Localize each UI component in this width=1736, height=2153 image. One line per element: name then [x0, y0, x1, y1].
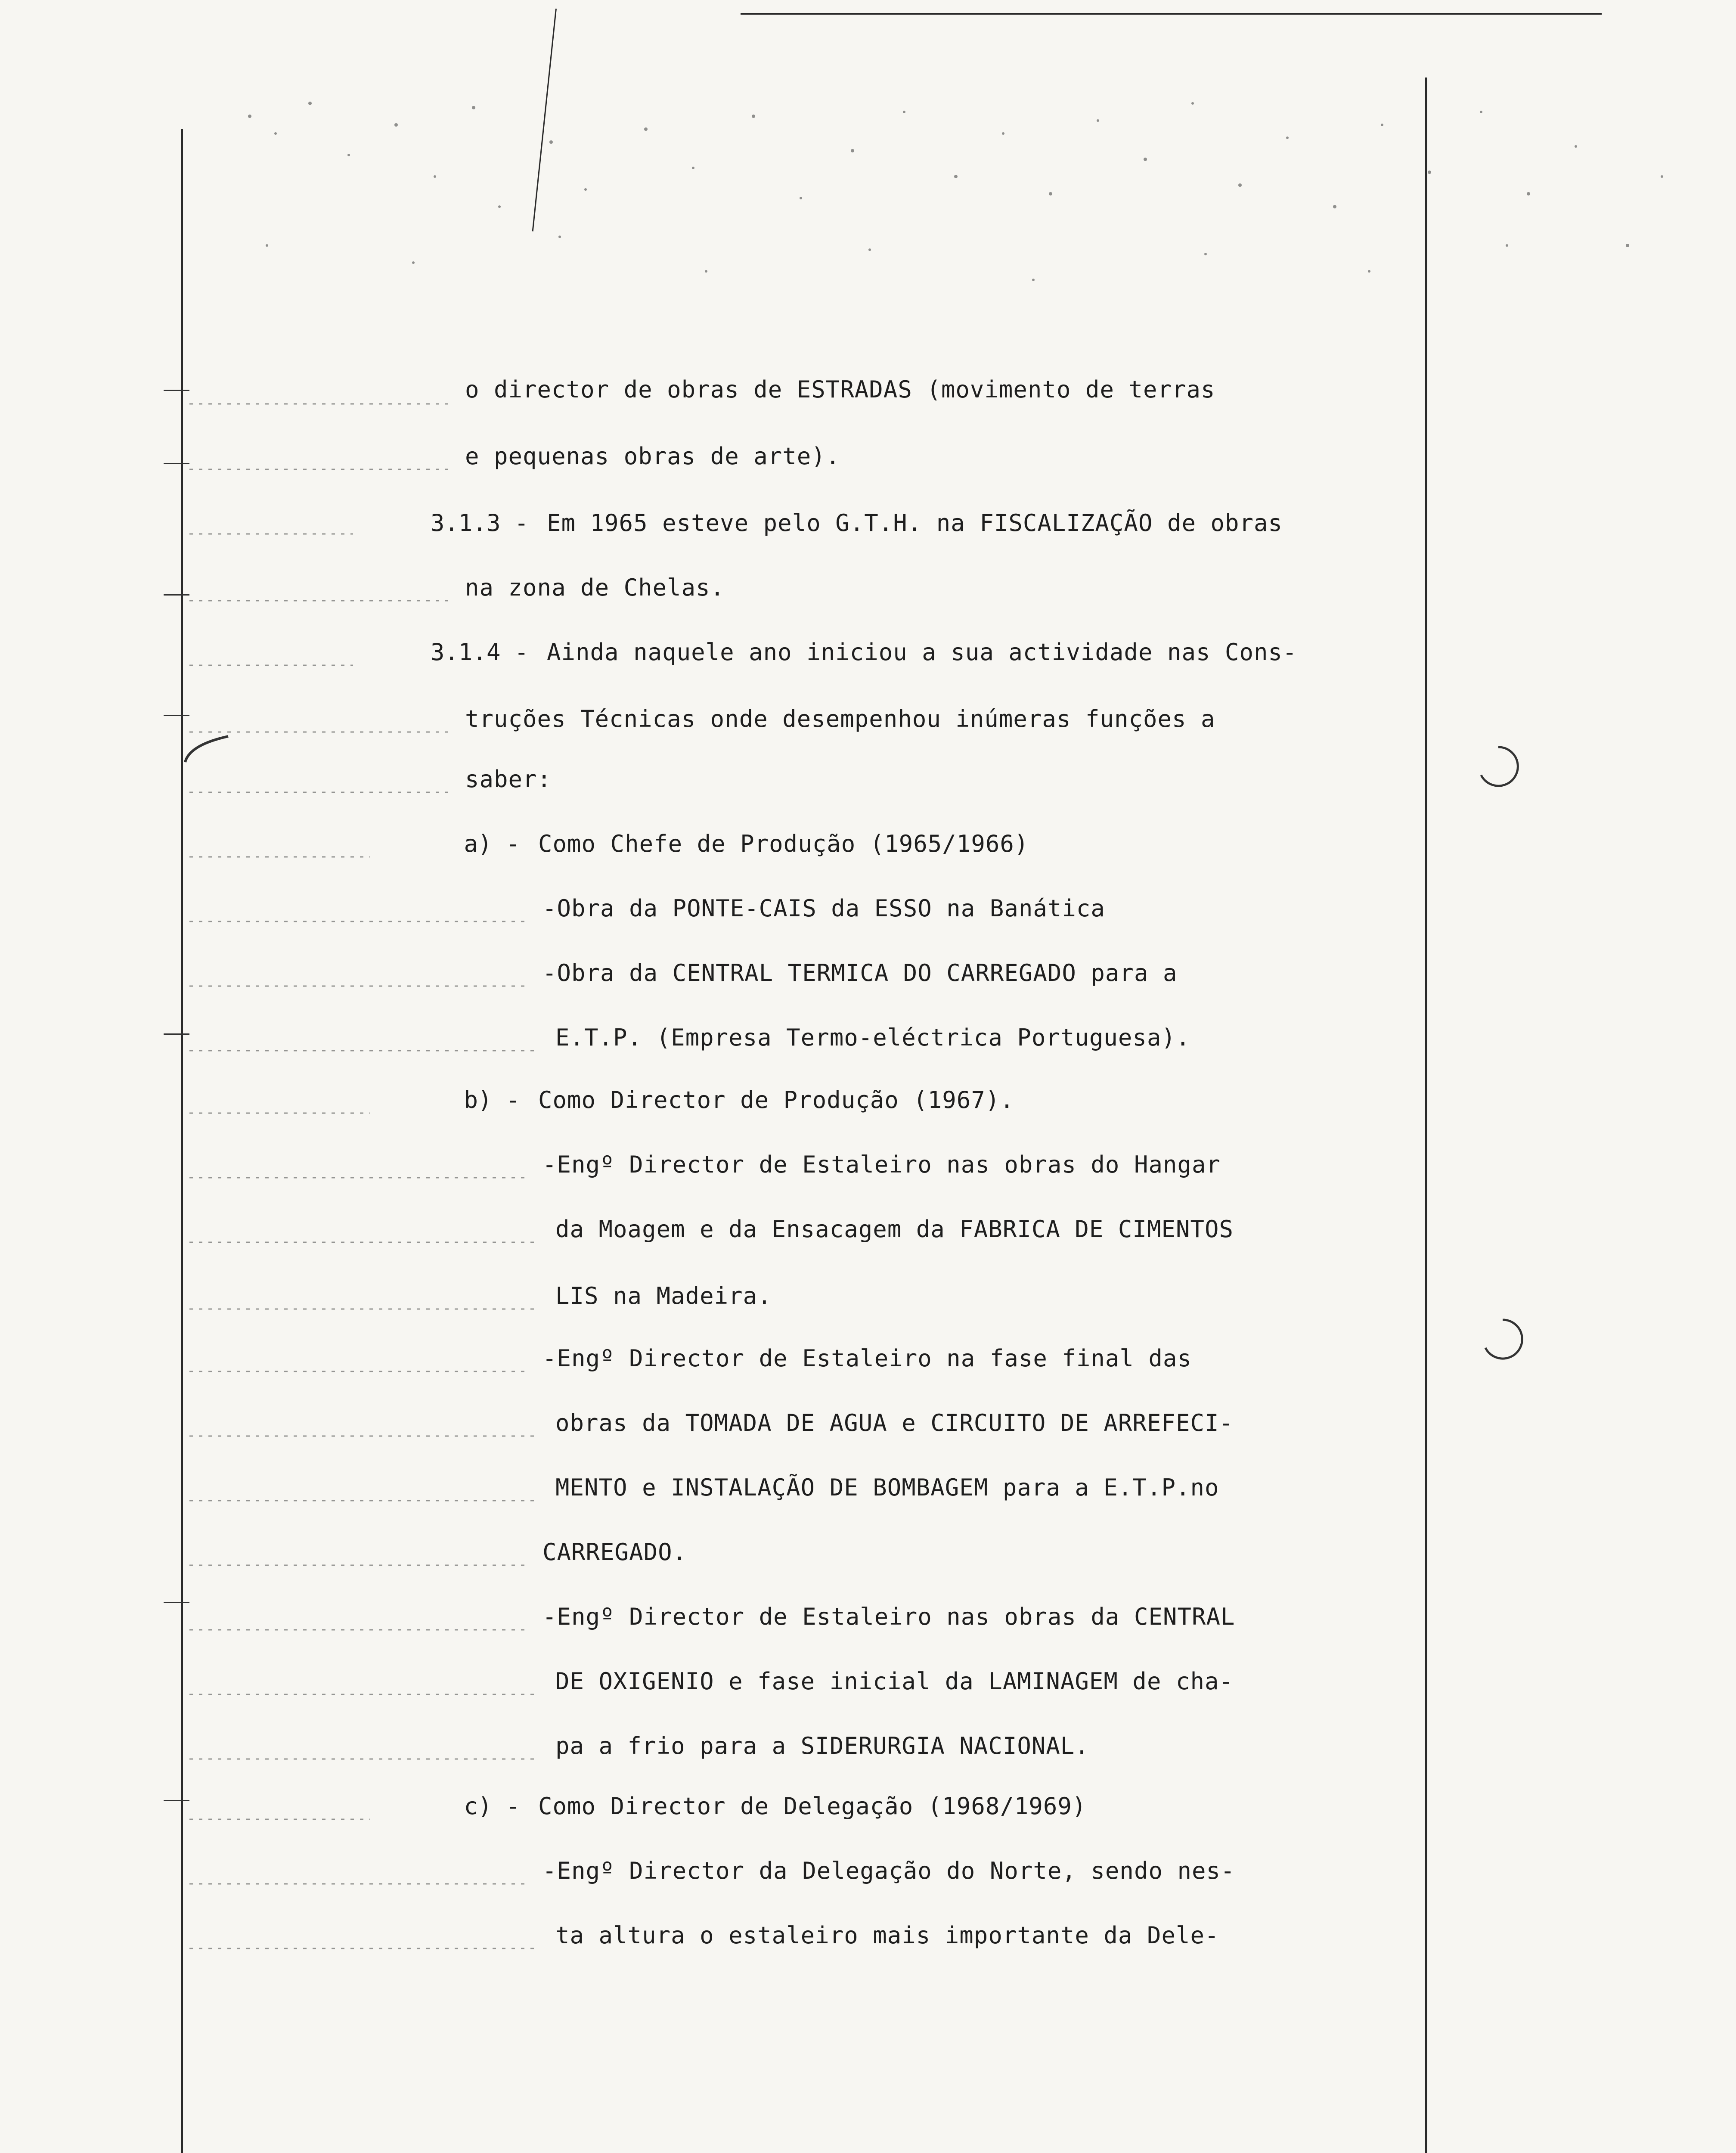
- left-margin-rule: [181, 129, 183, 2153]
- text-line: -Obra da CENTRAL TERMICA DO CARREGADO para a: [542, 959, 1178, 987]
- text-line: -Engº Director de Estaleiro na fase final das: [542, 1345, 1192, 1372]
- dotted-underlines: [189, 400, 1438, 1994]
- text-line: ta altura o estaleiro mais importante da Dele-: [555, 1922, 1219, 1949]
- text-line: obras da TOMADA DE AGUA e CIRCUITO DE ARREFECI-: [555, 1409, 1234, 1436]
- text-line: -Engº Director de Estaleiro nas obras da CENTRAL: [542, 1603, 1235, 1630]
- text-line: CARREGADO.: [542, 1539, 687, 1566]
- text-line: na zona de Chelas.: [465, 574, 725, 601]
- text-line: DE OXIGENIO e fase inicial da LAMINAGEM de cha-: [555, 1668, 1234, 1695]
- text-line: Como Director de Delegação (1968/1969): [538, 1793, 1087, 1820]
- line-number: b) -: [464, 1086, 534, 1114]
- margin-dash: [164, 715, 189, 716]
- text-line: -Engº Director da Delegação do Norte, sendo nes-: [542, 1857, 1235, 1884]
- text-line: truções Técnicas onde desempenhou inúmeras funções a: [465, 705, 1215, 732]
- text-line: Em 1965 esteve pelo G.T.H. na FISCALIZAÇÃO de obras: [547, 509, 1283, 537]
- text-line: Como Chefe de Produção (1965/1966): [538, 830, 1029, 857]
- text-line: pa a frio para a SIDERURGIA NACIONAL.: [555, 1732, 1089, 1759]
- text-line: Como Director de Produção (1967).: [538, 1086, 1014, 1114]
- text-line: LIS na Madeira.: [555, 1282, 772, 1309]
- margin-dash: [164, 1602, 189, 1603]
- text-line: e pequenas obras de arte).: [465, 443, 840, 470]
- margin-dash: [164, 594, 189, 596]
- text-line: E.T.P. (Empresa Termo-eléctrica Portuguesa).: [555, 1024, 1190, 1051]
- margin-dash: [164, 1033, 189, 1035]
- text-line: MENTO e INSTALAÇÃO DE BOMBAGEM para a E.T.P.no: [555, 1474, 1219, 1501]
- photocopy-noise: [172, 65, 1722, 366]
- line-number: a) -: [464, 830, 534, 857]
- margin-circle-icon: [1477, 1313, 1528, 1365]
- margin-dash: [164, 463, 189, 464]
- top-rule: [741, 13, 1602, 15]
- text-line: da Moagem e da Ensacagem da FABRICA DE CIMENTOS: [555, 1216, 1234, 1243]
- margin-circle-icon: [1472, 741, 1524, 792]
- text-line: -Engº Director de Estaleiro nas obras do Hangar: [542, 1151, 1221, 1178]
- line-number: 3.1.3 -: [430, 509, 542, 537]
- margin-dash: [164, 390, 189, 391]
- text-line: saber:: [465, 766, 552, 793]
- text-line: Ainda naquele ano iniciou a sua actividade nas Cons-: [547, 639, 1297, 666]
- line-number: c) -: [464, 1793, 534, 1820]
- line-number: 3.1.4 -: [430, 639, 542, 666]
- text-line: o director de obras de ESTRADAS (movimento de terras: [465, 376, 1215, 403]
- text-line: -Obra da PONTE-CAIS da ESSO na Banática: [542, 895, 1105, 922]
